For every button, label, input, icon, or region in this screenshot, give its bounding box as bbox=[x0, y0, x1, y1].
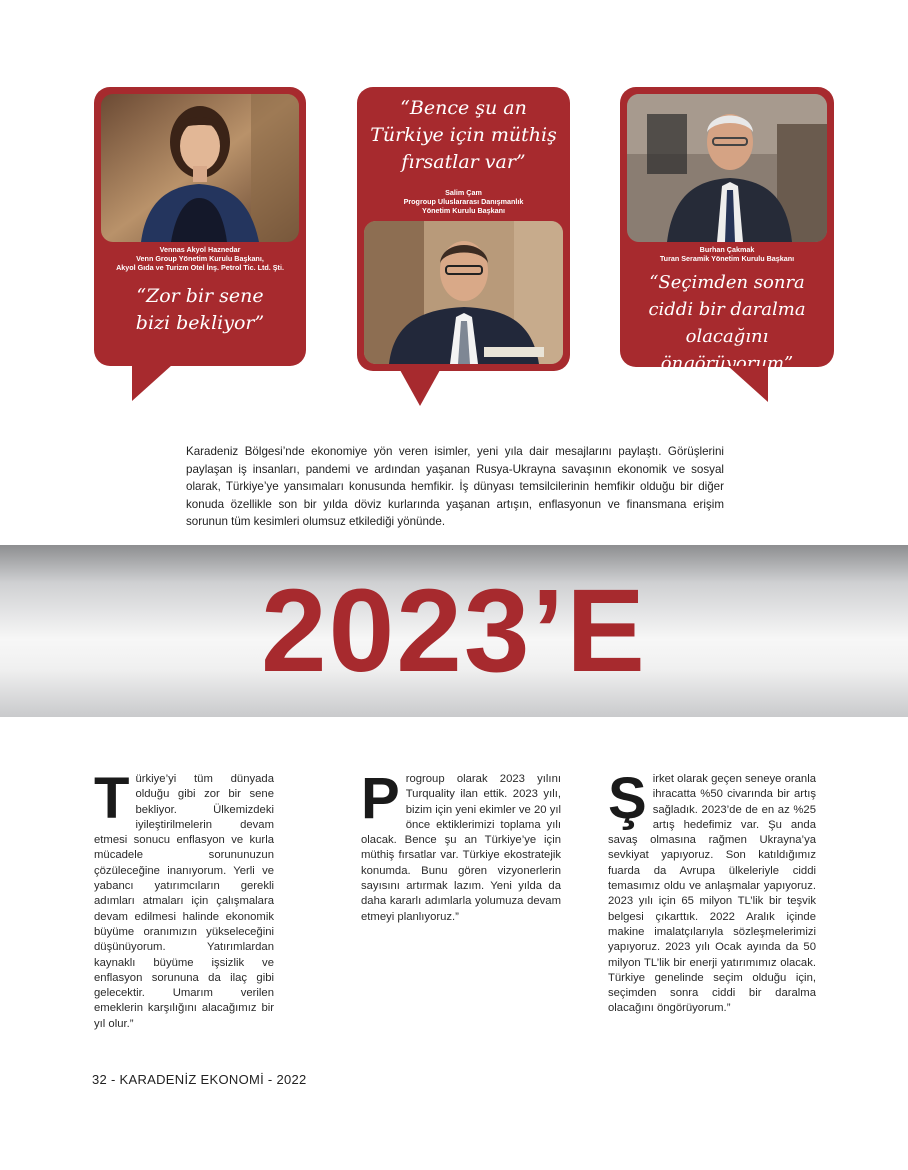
dropcap-1: T bbox=[94, 766, 130, 831]
quote-bubble-1 bbox=[94, 87, 306, 366]
interviewee-title-1b: Akyol Gıda ve Turizm Otel İnş. Petrol Tic. Ltd. Şti. bbox=[116, 263, 284, 272]
portrait-photo-3 bbox=[627, 94, 827, 242]
dropcap-2: P bbox=[361, 766, 400, 831]
quote-3-line2: ciddi bir daralma bbox=[648, 299, 806, 320]
quote-3-line1: “Seçimden sonra bbox=[649, 272, 805, 293]
quote-1-line1: “Zor bir sene bbox=[136, 285, 264, 307]
column-3-text: irket olarak geçen seneye oranla ihracatta %50 civarında bir artış sağladık. 2023’de de en az %25 artış hedefimiz var. Şu anda savaş olmasına rağmen Ukrayna’ya sevkiyat yapıyoruz. Son katıldığımız fuarda da Avrupa ülkeleriyle ciddi temasımız oldu ve anlaşmalar yapıyoruz. 2023 yılı için 65 milyon TL’lik bir teşvik belgesi çıkarttık. 2022 Aralık içinde makine imalatçılarıyla sözleşmelerimizi yapıyoruz. 2023 yılı Ocak ayında da 50 milyon TL’lik bir enerji yatırımımız olacak. Türkiye genelinde seçim olduğu için, seçimden sonra ciddi bir daralma olacağını öngörüyorum.” bbox=[608, 773, 816, 1015]
article-column-1 bbox=[94, 766, 274, 1032]
quote-3-line3: olacağını öngörüyorum” bbox=[660, 326, 794, 374]
interviewee-name-2: Salim Çam bbox=[445, 188, 482, 197]
portrait-photo-2 bbox=[364, 221, 563, 364]
quote-1-line2: bizi bekliyor” bbox=[135, 312, 265, 334]
dropcap-3: Ş bbox=[608, 766, 647, 831]
article-column-3 bbox=[608, 766, 816, 1017]
headline-band bbox=[0, 545, 908, 717]
portrait-photo-1 bbox=[101, 94, 299, 242]
bubble-tail-1 bbox=[132, 365, 172, 401]
article-column-2 bbox=[361, 766, 561, 925]
quote-2-line3: fırsatlar var” bbox=[401, 151, 526, 173]
column-2-text: rogroup olarak 2023 yılını Turquality ilan ettik. 2023 yılı, bizim için yeni ekimler ve 20 yıl önce ektiklerimizi toplama yılı olacak. Bence şu an Türkiye’ye için müthiş fırsatlar var. Türkiye ekostratejik konumda. Bunu gören vizyonerlerin sayısını artırmak lazım. Yeni yılda da daha kararlı adımlarla yolumuza devam etmeyi planlıyoruz.” bbox=[361, 773, 561, 923]
interviewee-title-3: Turan Seramik Yönetim Kurulu Başkanı bbox=[659, 254, 795, 263]
bubble-tail-2 bbox=[400, 370, 440, 406]
quote-2-line1: “Bence şu an bbox=[400, 97, 527, 119]
headline-title: 2023’E bbox=[261, 565, 647, 697]
interviewee-title-2b: Yönetim Kurulu Başkanı bbox=[421, 206, 506, 215]
quote-2-line2: Türkiye için müthiş bbox=[370, 124, 557, 146]
intro-paragraph: Karadeniz Bölgesi’nde ekonomiye yön veren isimler, yeni yıla dair mesajlarını paylaştı. Görüşlerini paylaşan iş insanları, pandemi ve ardından yaşanan Rusya-Ukrayna savaşının ekonomik ve sosyal olarak, Türkiye’ye yansımaları konusunda hemfikir. İş dünyası temsilcilerinin hemfikir olduğu bir diğer konuda özellikle son bir yılda döviz kurlarında yaşanan artışın, enflasyonun ve finansmana erişim sorunun tüm kesimleri olumsuz etkilediği yönünde. bbox=[186, 445, 724, 529]
page-footer: 32 - KARADENİZ EKONOMİ - 2022 bbox=[92, 1072, 307, 1087]
interviewee-name-1: Vennas Akyol Haznedar bbox=[159, 245, 241, 254]
quote-bubble-3 bbox=[620, 87, 834, 374]
interviewee-title-1a: Venn Group Yönetim Kurulu Başkanı, bbox=[136, 254, 264, 263]
column-1-text: ürkiye’yi tüm dünyada olduğu gibi zor bir sene bekliyor. Ülkemizdeki iyileştirilmelerin devam etmesi sonucu enflasyon ve kurla mücadele sorununuzun çözüleceğine inanıyorum. Yerli ve yabancı yatırımcıların gerekli adımları atmaları için çalışmalara devam edilmesi halinde ekonomik büyüme oranımızın yükseleceğini düşünüyorum. Yatırımlardan kaynaklı büyüme işsizlik ve enflasyon sorununa da ilaç gibi gelecektir. Umarım verilen emeklerin karşılığını alacağımız bir yıl olur.” bbox=[94, 773, 274, 1030]
interviewee-title-2a: Progroup Uluslararası Danışmanlık bbox=[403, 197, 524, 206]
quote-bubble-2 bbox=[357, 87, 570, 371]
interviewee-name-3: Burhan Çakmak bbox=[699, 245, 755, 254]
bubble-tail-3 bbox=[728, 366, 768, 402]
